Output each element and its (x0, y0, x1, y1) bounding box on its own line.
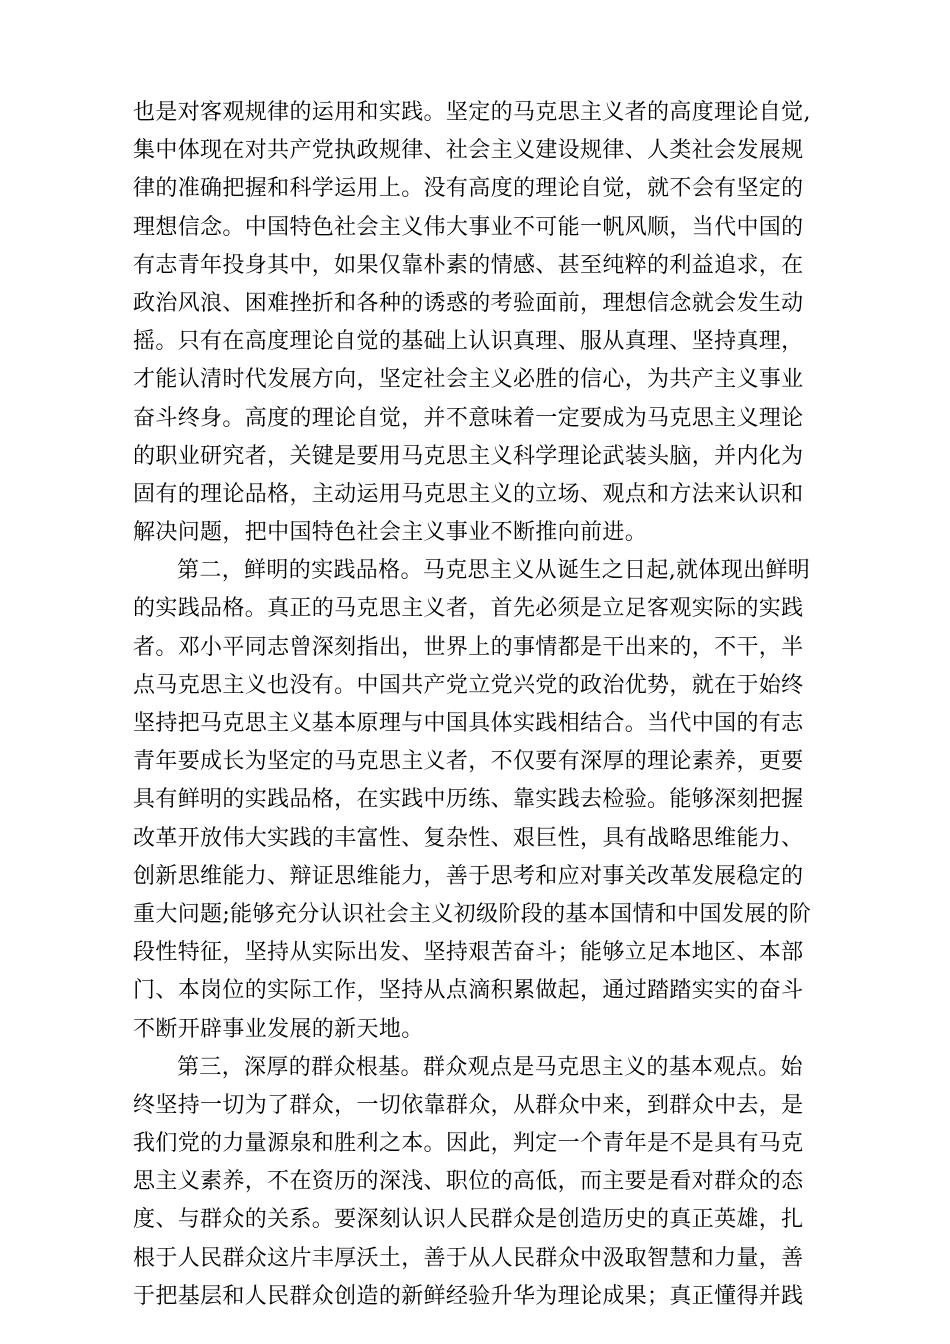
paragraph-start-line: 第三，深厚的群众根基。群众观点是马克思主义的基本观点。始 (177, 1054, 803, 1080)
text-line: 的实践品格。真正的马克思主义者，首先必须是立足客观实际的实践 (133, 596, 804, 622)
text-line: 也是对客观规律的运用和实践。坚定的马克思主义者的高度理论自觉, (133, 100, 811, 125)
text-line: 才能认清时代发展方向，坚定社会主义必胜的信心，为共产主义事业 (133, 367, 804, 393)
text-line: 政治风浪、困难挫折和各种的诱惑的考验面前，理想信念就会发生动 (133, 290, 804, 316)
text-line: 根于人民群众这片丰厚沃土，善于从人民群众中汲取智慧和力量，善 (133, 1245, 804, 1271)
text-line: 我们党的力量源泉和胜利之本。因此，判定一个青年是不是具有马克 (133, 1131, 804, 1157)
text-line: 重大问题;能够充分认识社会主义初级阶段的基本国情和中国发展的阶 (133, 901, 812, 927)
text-line: 段性特征，坚持从实际出发、坚持艰苦奋斗；能够立足本地区、本部 (133, 940, 804, 966)
text-line: 集中体现在对共产党执政规律、社会主义建设规律、人类社会发展规 (133, 138, 804, 164)
text-line: 者。邓小平同志曾深刻指出，世界上的事情都是干出来的，不干，半 (133, 634, 804, 660)
text-line: 有志青年投身其中，如果仅靠朴素的情感、甚至纯粹的利益追求，在 (133, 252, 804, 278)
text-line: 创新思维能力、辩证思维能力，善于思考和应对事关改革发展稳定的 (133, 863, 804, 889)
text-line: 理想信念。中国特色社会主义伟大事业不可能一帆风顺，当代中国的 (133, 214, 804, 240)
text-line: 思主义素养，不在资历的深浅、职位的高低，而主要是看对群众的态 (133, 1169, 804, 1195)
paragraph-start-line: 第二，鲜明的实践品格。马克思主义从诞生之日起,就体现出鲜明 (177, 558, 811, 584)
text-line: 律的准确把握和科学运用上。没有高度的理论自觉，就不会有坚定的 (133, 176, 804, 202)
text-line: 度、与群众的关系。要深刻认识人民群众是创造历史的真正英雄，扎 (133, 1207, 804, 1233)
text-line: 的职业研究者，关键是要用马克思主义科学理论武装头脑，并内化为 (133, 443, 804, 469)
text-line: 固有的理论品格，主动运用马克思主义的立场、观点和方法来认识和 (133, 481, 804, 507)
text-line: 终坚持一切为了群众，一切依靠群众，从群众中来，到群众中去，是 (133, 1092, 804, 1118)
body-text (133, 94, 823, 1316)
text-line: 摇。只有在高度理论自觉的基础上认识真理、服从真理、坚持真理， (133, 329, 804, 355)
text-line: 奋斗终身。高度的理论自觉，并不意味着一定要成为马克思主义理论 (133, 405, 804, 431)
text-line: 点马克思主义也没有。中国共产党立党兴党的政治优势，就在于始终 (133, 672, 804, 698)
text-line: 不断开辟事业发展的新天地。 (133, 1016, 424, 1042)
text-line: 于把基层和人民群众创造的新鲜经验升华为理论成果；真正懂得并践 (133, 1283, 804, 1309)
text-line: 改革开放伟大实践的丰富性、复杂性、艰巨性，具有战略思维能力、 (133, 825, 804, 851)
text-line: 门、本岗位的实际工作，坚持从点滴积累做起，通过踏踏实实的奋斗 (133, 978, 804, 1004)
text-line: 具有鲜明的实践品格，在实践中历练、靠实践去检验。能够深刻把握 (133, 787, 804, 813)
text-line: 解决问题，把中国特色社会主义事业不断推向前进。 (133, 520, 648, 546)
text-line: 坚持把马克思主义基本原理与中国具体实践相结合。当代中国的有志 (133, 711, 804, 736)
text-line: 青年要成长为坚定的马克思主义者，不仅要有深厚的理论素养，更要 (133, 749, 804, 775)
